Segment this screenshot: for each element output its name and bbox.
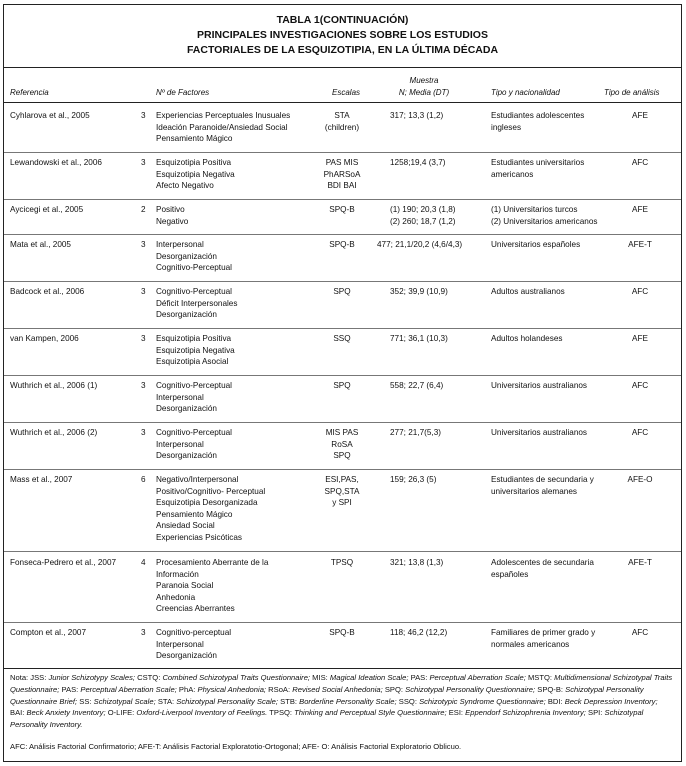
note-expansion: Junior Schizotypy Scales;: [48, 673, 135, 682]
note-abbrev: SPI:: [588, 708, 603, 718]
note-expansion: Schizotypal Scale;: [93, 696, 156, 706]
cell-factor: Desorganización: [156, 451, 217, 460]
cell-muestra: 1258;19,4 (3,7): [390, 158, 446, 167]
cell-escala: ESI,PAS,: [325, 475, 359, 484]
cell-tipo-nacionalidad: Estudiantes de secundaria y: [491, 475, 594, 484]
cell-factor: Cognitivo-Perceptual: [156, 381, 233, 390]
cell-escala: SPQ: [333, 381, 351, 390]
note-expansion: Oxford-Liverpool Inventory of Feelings.: [136, 708, 268, 718]
note-abbrev: SPQ:: [384, 684, 403, 694]
cell-tipo-nacionalidad: Adultos australianos: [491, 287, 565, 296]
cell-factor: Negativo: [156, 216, 189, 226]
row-separator: [4, 199, 681, 200]
row-separator: [4, 152, 681, 153]
note-expansion: Physical Anhedonia;: [197, 684, 267, 694]
cell-referencia: Compton et al., 2007: [10, 628, 87, 637]
cell-tipo-nacionalidad: Adolescentes de secundaria: [491, 558, 594, 567]
note-abbrev: MSTQ:: [527, 673, 552, 682]
cell-muestra: (2) 260; 18,7 (1,2): [390, 216, 456, 226]
cell-escala: MIS PAS: [325, 428, 359, 437]
cell-factor: Paranoia Social: [156, 581, 214, 590]
cell-tipo-analisis: AFE: [632, 111, 648, 120]
cell-tipo-analisis: AFC: [631, 287, 649, 296]
note-abbrev: SSQ:: [398, 696, 417, 706]
row-separator: [4, 422, 681, 423]
cell-muestra: 159; 26,3 (5): [390, 475, 437, 484]
cell-escala: y SPI: [332, 498, 352, 507]
cell-referencia: Lewandowski et al., 2006: [10, 158, 102, 167]
row-separator: [4, 234, 681, 235]
cell-factor: Cognitivo-Perceptual: [156, 287, 233, 296]
cell-muestra: 321; 13,8 (1,3): [390, 558, 444, 567]
cell-factor: Desorganización: [156, 251, 217, 261]
cell-escala: SPQ-B: [329, 628, 355, 637]
cell-num-factores: 3: [141, 628, 146, 637]
cell-factor: Pensamiento Mágico: [156, 134, 233, 143]
table-title: [4, 13, 681, 58]
note-expansion: Schizotypal Personality Scale;: [176, 696, 278, 706]
cell-escala: SPQ: [333, 451, 351, 460]
cell-num-factores: 3: [141, 287, 146, 296]
cell-factor: Pensamiento Mágico: [156, 509, 233, 519]
cell-factor: Ideación Paranoide/Ansiedad Social: [156, 122, 288, 132]
cell-escala: TPSQ: [330, 558, 354, 567]
note-abbrev: RSoA:: [268, 684, 291, 694]
note-expansion: Beck Depression Inventory;: [564, 696, 658, 706]
note-abbrev: PAS:: [410, 673, 428, 682]
notes-paragraph: [10, 672, 674, 731]
note-expansion: Schizotypal Personality Inventory.: [10, 708, 644, 730]
cell-referencia: Fonseca-Pedrero et al., 2007: [10, 558, 117, 567]
cell-tipo-analisis: AFE-O: [627, 475, 653, 484]
note-expansion: Magical Ideation Scale;: [329, 673, 409, 682]
cell-tipo-nacionalidad: (2) Universitarios americanos: [491, 216, 598, 226]
cell-factor: Información: [156, 569, 199, 579]
cell-tipo-analisis: AFE-T: [628, 240, 652, 249]
header-factores: Nº de Factores: [156, 88, 210, 97]
cell-factor: Positivo: [156, 205, 185, 214]
cell-tipo-nacionalidad: Universitarios australianos: [491, 428, 588, 437]
note-expansion: Beck Anxiety Inventory;: [26, 708, 106, 718]
cell-escala: PAS MIS: [325, 158, 359, 167]
header-top-rule: [4, 67, 681, 68]
header-tipo-nacionalidad: Tipo y nacionalidad: [491, 88, 560, 97]
cell-referencia: Aycicegi et al., 2005: [10, 205, 84, 214]
note-abbrev: PhA:: [178, 684, 196, 694]
note-abbrev: STA:: [157, 696, 175, 706]
cell-factor: Creencias Aberrantes: [156, 604, 235, 613]
cell-escala: SSQ: [333, 334, 351, 343]
note-expansion: Perceptual Aberration Scale;: [80, 684, 177, 694]
cell-referencia: Wuthrich et al., 2006 (1): [10, 381, 98, 390]
cell-muestra: 118; 46,2 (12,2): [390, 628, 448, 637]
cell-escala: SPQ-B: [329, 240, 355, 249]
notes-items: [10, 673, 672, 729]
cell-factor: Esquizotipia Positiva: [156, 334, 232, 343]
note-abbrev: MIS:: [312, 673, 328, 682]
title-line: PRINCIPALES INVESTIGACIONES SOBRE LOS ESTUDIOS: [197, 29, 488, 41]
cell-num-factores: 3: [141, 158, 146, 167]
cell-referencia: Mata et al., 2005: [10, 240, 71, 249]
cell-escala: SPQ: [333, 287, 351, 296]
note-abbrev: ESI:: [448, 708, 464, 718]
note-abbrev: O-LIFE:: [107, 708, 135, 718]
note-abbrev: JSS:: [30, 673, 47, 682]
cell-factor: Desorganización: [156, 310, 217, 319]
cell-factor: Esquizotipia Positiva: [156, 158, 232, 167]
cell-escala: SPQ,STA: [324, 486, 360, 496]
cell-factor: Negativo/Interpersonal: [156, 475, 239, 484]
note-expansion: Perceptual Aberration Scale;: [429, 673, 526, 682]
cell-tipo-nacionalidad: (1) Universitarios turcos: [491, 205, 578, 214]
header-bottom-rule: [4, 102, 681, 103]
cell-tipo-nacionalidad: universitarios alemanes: [491, 486, 578, 496]
row-separator: [4, 375, 681, 376]
note-expansion: Eppendorf Schizophrenia Inventory;: [465, 708, 586, 718]
title-line: FACTORIALES DE LA ESQUIZOTIPIA, EN LA ÚLTIMA DÉCADA: [186, 44, 499, 56]
cell-escala: PhARSoA: [323, 169, 361, 179]
cell-tipo-analisis: AFC: [631, 158, 649, 167]
title-line: TABLA 1(CONTINUACIÓN): [276, 14, 409, 26]
cell-referencia: van Kampen, 2006: [10, 334, 79, 343]
cell-factor: Interpersonal: [156, 439, 204, 449]
cell-muestra: 317; 13,3 (1,2): [390, 111, 444, 120]
note-abbrev: CSTQ:: [137, 673, 161, 682]
row-separator: [4, 469, 681, 470]
header-muestra-detalle: N; Media (DT): [398, 88, 450, 97]
cell-factor: Interpersonal: [156, 639, 204, 649]
cell-muestra: 477; 21,1/20,2 (4,6/4,3): [377, 240, 463, 249]
cell-num-factores: 3: [141, 381, 146, 390]
cell-factor: Esquizotipia Desorganizada: [156, 498, 258, 507]
cell-tipo-analisis: AFC: [631, 381, 649, 390]
cell-num-factores: 3: [141, 428, 146, 437]
cell-factor: Experiencias Psicóticas: [156, 532, 243, 542]
cell-tipo-nacionalidad: Universitarios australianos: [491, 381, 588, 390]
cell-num-factores: 3: [141, 240, 146, 249]
note-abbrev: BDI:: [547, 696, 563, 706]
note-expansion: Thinking and Perceptual Style Questionnaire;: [294, 708, 447, 718]
cell-tipo-nacionalidad: Familiares de primer grado y: [491, 628, 596, 637]
cell-factor: Positivo/Cognitivo- Perceptual: [156, 486, 266, 496]
cell-escala: (children): [324, 122, 360, 132]
cell-factor: Cognitivo-perceptual: [156, 628, 232, 637]
note-expansion: Schizotypal Personality Questionnaire;: [405, 684, 536, 694]
cell-escala: RoSA: [331, 439, 353, 449]
cell-muestra: 352; 39,9 (10,9): [390, 287, 448, 296]
row-separator: [4, 551, 681, 552]
cell-referencia: Mass et al., 2007: [10, 475, 73, 484]
header-referencia: Referencia: [10, 88, 49, 97]
cell-factor: Esquizotipia Asocial: [156, 357, 229, 366]
note-abbrev: SPQ-B:: [537, 684, 564, 694]
cell-tipo-nacionalidad: americanos: [491, 169, 534, 179]
note-abbrev: PAS:: [61, 684, 79, 694]
cell-num-factores: 6: [141, 475, 146, 484]
note-abbrev: BAI:: [10, 708, 25, 718]
cell-factor: Procesamiento Aberrante de la: [156, 558, 269, 567]
cell-factor: Esquizotipia Negativa: [156, 345, 235, 355]
cell-tipo-nacionalidad: Adultos holandeses: [491, 334, 563, 343]
cell-referencia: Badcock et al., 2006: [10, 287, 85, 296]
cell-escala: BDI BAI: [327, 181, 357, 190]
cell-num-factores: 4: [141, 558, 146, 567]
table-bottom-rule: [4, 668, 681, 669]
cell-tipo-analisis: AFE: [632, 334, 648, 343]
cell-tipo-nacionalidad: normales americanos: [491, 639, 570, 649]
cell-muestra: 771; 36,1 (10,3): [390, 334, 448, 343]
cell-escala: SPQ-B: [329, 205, 355, 214]
cell-tipo-nacionalidad: ingleses: [491, 122, 522, 132]
cell-muestra: 558; 22,7 (6,4): [390, 381, 444, 390]
header-muestra: Muestra: [409, 76, 439, 85]
note-abbrev: TPSQ:: [269, 708, 293, 718]
note-expansion: Multidimensional Schizotypal Traits Questionnaire;: [10, 673, 673, 694]
cell-factor: Interpersonal: [156, 392, 204, 402]
cell-num-factores: 3: [141, 111, 146, 120]
cell-factor: Experiencias Perceptuales Inusuales: [156, 111, 291, 120]
row-separator: [4, 281, 681, 282]
cell-factor: Esquizotipia Negativa: [156, 169, 235, 179]
cell-factor: Déficit Interpersonales: [156, 298, 238, 308]
cell-tipo-analisis: AFE-T: [628, 558, 652, 567]
note-expansion: Schizotypal Personality Questionnaire Brief;: [10, 684, 644, 706]
note-abbrev: STB:: [280, 696, 298, 706]
header-escalas: Escalas: [332, 88, 361, 97]
cell-referencia: Wuthrich et al., 2006 (2): [10, 428, 98, 437]
row-separator: [4, 622, 681, 623]
note-expansion: Combined Schizotypal Traits Questionnaire;: [162, 673, 311, 682]
cell-factor: Interpersonal: [156, 240, 204, 249]
cell-factor: Desorganización: [156, 404, 217, 413]
cell-tipo-nacionalidad: Universitarios españoles: [491, 240, 581, 249]
row-separator: [4, 328, 681, 329]
cell-tipo-nacionalidad: Estudiantes universitarios: [491, 158, 585, 167]
cell-factor: Anhedonia: [156, 592, 196, 602]
cell-muestra: 277; 21,7(5,3): [390, 428, 441, 437]
cell-factor: Desorganización: [156, 651, 217, 660]
cell-factor: Cognitivo-Perceptual: [156, 263, 233, 272]
note-expansion: Schizotypic Syndrome Questionnaire;: [419, 696, 546, 706]
notes-prefix: Nota:: [10, 673, 29, 682]
cell-tipo-nacionalidad: Estudiantes adolescentes: [491, 111, 585, 120]
cell-escala: STA: [334, 111, 350, 120]
cell-tipo-analisis: AFC: [631, 628, 649, 637]
cell-tipo-nacionalidad: españoles: [491, 569, 529, 579]
cell-tipo-analisis: AFE: [632, 205, 648, 214]
note-expansion: Revised Social Anhedonia;: [292, 684, 383, 694]
header-tipo-analisis: Tipo de análisis: [604, 88, 660, 97]
abbrev-note: AFC: Análisis Factorial Confirmatorio; AFE-T: Análisis Factorial Exploratotio-Ortogonal; AFE- O: Análisis Factorial Exploratorio Oblicuo.: [10, 742, 462, 751]
cell-factor: Ansiedad Social: [156, 521, 215, 530]
cell-num-factores: 3: [141, 334, 146, 343]
note-expansion: Borderline Personality Scale;: [299, 696, 397, 706]
cell-factor: Afecto Negativo: [156, 181, 214, 190]
cell-muestra: (1) 190; 20,3 (1,8): [390, 205, 456, 214]
cell-tipo-analisis: AFC: [631, 428, 649, 437]
cell-num-factores: 2: [141, 205, 146, 214]
cell-factor: Cognitivo-Perceptual: [156, 428, 233, 437]
note-abbrev: SS:: [79, 696, 92, 706]
table-frame: [3, 4, 682, 762]
cell-referencia: Cyhlarova et al., 2005: [10, 111, 90, 120]
